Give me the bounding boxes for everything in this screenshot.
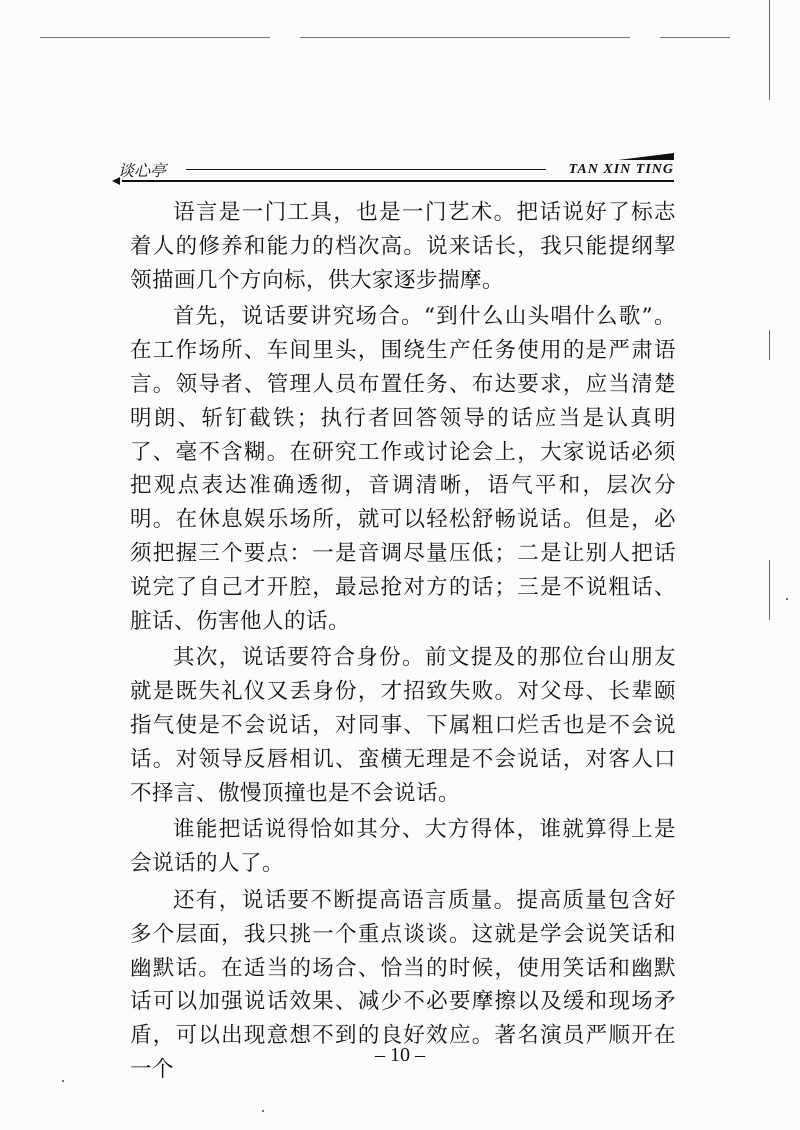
scan-artifact-right-rule <box>769 0 770 100</box>
scan-speck <box>786 598 788 600</box>
scan-artifact-right-rule-2 <box>769 330 770 360</box>
paragraph: 首先，说话要讲究场合。“到什么山头唱什么歌”。在工作场所、车间里头，围绕生产任务使用的是严肃语言。领导者、管理人员布置任务、布达要求，应当清楚明朗、斩钉截铁；执行者回答领导的话应当是认真明了、毫不含糊。在研究工作或讨论会上，大家说话必须把观点表达准确透彻，音调清晰，语气平和，层次分明。在休息娱乐场所，就可以轻松舒畅说话。但是，必须把握三个要点：一是音调尽量压低；二是让别人把话说完了自己才开腔，最忌抢对方的话；三是不说粗话、脏话、伤害他人的话。 <box>130 304 676 634</box>
page-number: – 10 – <box>375 1044 425 1066</box>
scan-artifact-right-rule-3 <box>769 560 770 620</box>
running-header <box>118 150 674 182</box>
scan-artifact-top-line <box>40 37 270 38</box>
header-arrow-icon <box>112 177 120 185</box>
paragraph: 其次，说话要符合身份。前文提及的那位台山朋友就是既失礼仪又丢身份，才招致失败。对父母、长辈颐指气使是不会说话，对同事、下属粗口烂舌也是不会说话。对领导反唇相讥、蛮横无理是不会说话，对客人口不择言、傲慢顶撞也是不会说话。 <box>130 645 676 806</box>
paragraph: 还有，说话要不断提高语言质量。提高质量包含好多个层面，我只挑一个重点谈谈。这就是学会说笑话和幽默话。在适当的场合、恰当的时候，使用笑话和幽默话可以加强说话效果、减少不必要摩擦以及缓和现场矛盾，可以出现意想不到的良好效应。著名演员严顺开在一个 <box>130 887 676 1082</box>
paragraph: 语言是一门工具，也是一门艺术。把话说好了标志着人的修养和能力的档次高。说来话长，我只能提纲挈领描画几个方向标，供大家逐步揣摩。 <box>130 200 676 293</box>
header-rule <box>186 169 546 170</box>
scan-artifact-top-line-2 <box>300 37 630 38</box>
paragraph: 谁能把话说得恰如其分、大方得体，谁就算得上是会说话的人了。 <box>130 817 676 877</box>
page-body-text <box>130 196 676 1087</box>
scan-speck <box>262 1110 264 1112</box>
header-underline <box>122 180 674 182</box>
scan-artifact-top-line-3 <box>660 37 730 38</box>
header-title-chinese: 谈心亭 <box>118 161 167 180</box>
scan-speck <box>62 1080 64 1082</box>
header-wedge-ornament <box>618 153 674 160</box>
header-title-pinyin: TAN XIN TING <box>568 162 674 177</box>
